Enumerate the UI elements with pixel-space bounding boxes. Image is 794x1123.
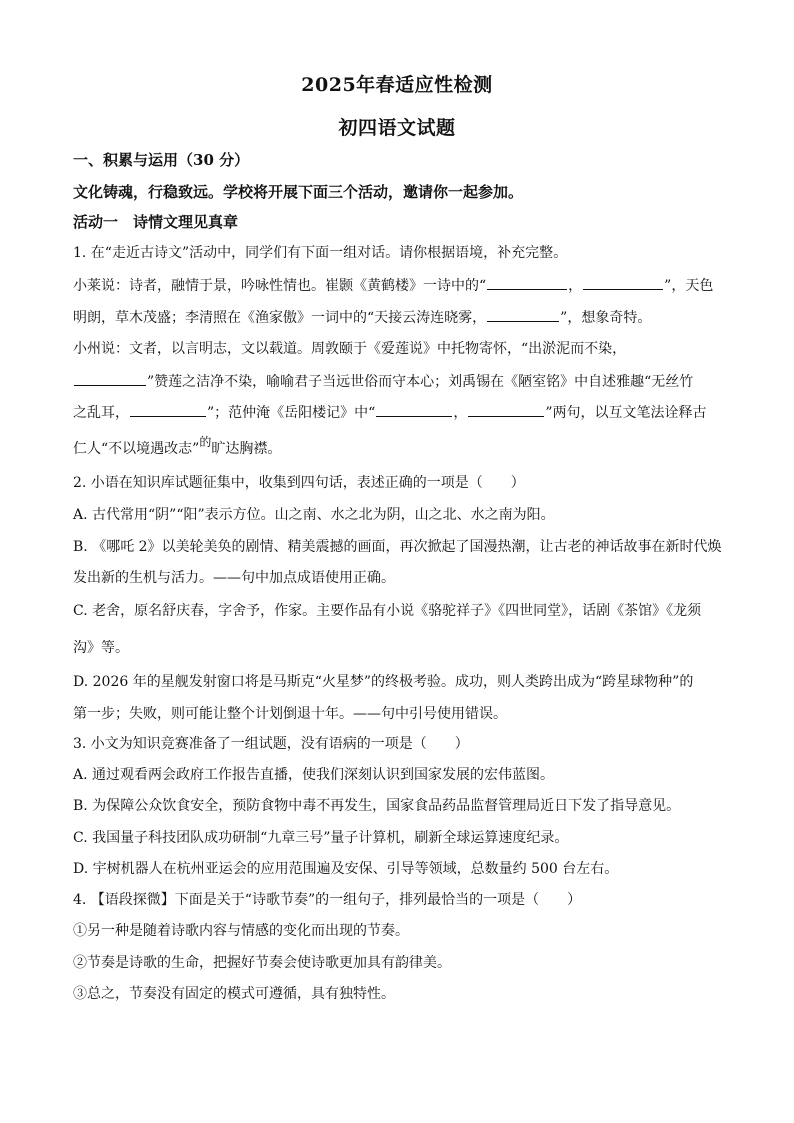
q2-option-b-cont: 发出新的生机与活力。——句中加点成语使用正确。: [73, 570, 395, 586]
q4-sentence-3: ③总之，节奏没有固定的模式可遵循，具有独特性。: [73, 986, 395, 1002]
answer-blank[interactable]: [487, 307, 559, 322]
section-heading: 一、积累与运用（30 分）: [73, 151, 250, 169]
q1-text: 仁人“不以境遇改志”: [73, 441, 200, 457]
q1-line-2: [73, 307, 723, 328]
q1-line-3: 小州说：文者，以言明志，文以载道。周敦颐于《爱莲说》中托物寄怀，“出淤泥而不染，: [73, 341, 627, 357]
q1-text: 小莱说：诗者，融情于景，吟咏性情也。崔颢《黄鹤楼》一诗中的“: [73, 278, 487, 294]
activity-heading: 活动一 诗情文理见真章: [73, 213, 239, 231]
answer-blank[interactable]: [74, 371, 146, 386]
q1-text: 旷达胸襟。: [211, 441, 282, 457]
q2-option-a: A. 古代常用“阴”“阳”表示方位。山之南、水之北为阴，山之北、水之南为阳。: [73, 507, 555, 523]
answer-blank[interactable]: [468, 402, 544, 417]
q1-text: ”；范仲淹《岳阳楼记》中“: [207, 405, 376, 421]
q2-option-d-cont: 第一步；失败，则可能让整个计划倒退十年。——句中引号使用错误。: [73, 706, 507, 722]
q3-option-c: C. 我国量子科技团队成功研制“九章三号”量子计算机，刷新全球运算速度纪录。: [73, 830, 569, 846]
q2-option-d: D. 2026 年的星舰发射窗口将是马斯克“火星梦”的终极考验。成功，则人类跨出成为“跨星球物种”的: [73, 674, 694, 690]
q1-line-6: [73, 435, 723, 459]
q1-line-4: [73, 371, 723, 392]
q1-text: ”，天色: [664, 278, 714, 294]
q1-line-1: [73, 275, 723, 296]
q2-stem: 2. 小语在知识库试题征集中，收集到四句话，表述正确的一项是（ ）: [73, 475, 525, 491]
q1-text: 之乱耳，: [73, 405, 129, 421]
answer-blank[interactable]: [376, 402, 452, 417]
q2-option-c: C. 老舍，原名舒庆春，字舍予，作家。主要作品有小说《骆驼祥子》《四世同堂》，话剧《茶馆》《龙须: [73, 603, 702, 619]
q3-stem: 3. 小文为知识竞赛准备了一组试题，没有语病的一项是（ ）: [73, 736, 469, 752]
q1-text: 明朗，草木茂盛；李清照在《渔家傲》一词中的“天接云涛连晓雾，: [73, 310, 487, 326]
q1-text: ”两句，以互文笔法诠释古: [545, 405, 707, 421]
q1-text: ”赞莲之洁净不染，喻喻君子当远世俗而守本心；刘禹锡在《陋室铭》中自述雅趣“无丝竹: [147, 374, 694, 390]
q3-option-a: A. 通过观看两会政府工作报告直播，使我们深刻认识到国家发展的宏伟蓝图。: [73, 767, 555, 783]
q4-sentence-1: ①另一种是随着诗歌内容与情感的变化而出现的节奏。: [73, 923, 409, 939]
answer-blank[interactable]: [130, 402, 206, 417]
q1-text: ”，想象奇特。: [560, 310, 652, 326]
q1-superscript: 的: [199, 435, 212, 449]
page-subtitle: 初四语文试题: [338, 117, 456, 139]
q4-sentence-2: ②节奏是诗歌的生命，把握好节奏会使诗歌更加具有韵律美。: [73, 955, 451, 971]
section-intro: 文化铸魂，行稳致远。学校将开展下面三个活动，邀请你一起参加。: [73, 183, 524, 201]
q1-stem: 1. 在“走近古诗文”活动中，同学们有下面一组对话。请你根据语境，补充完整。: [73, 245, 568, 261]
q2-option-b: B. 《哪吒 2》以美轮美奂的剧情、精美震撼的画面，再次掀起了国漫热潮，让古老的神话故事在新时代焕: [73, 539, 722, 555]
q1-text: ，: [568, 278, 583, 294]
answer-blank[interactable]: [583, 275, 663, 290]
q3-option-b: B. 为保障公众饮食安全，预防食物中毒不再发生，国家食品药品监督管理局近日下发了指导意见。: [73, 798, 681, 814]
answer-blank[interactable]: [487, 275, 567, 290]
page-title: 2025年春适应性检测: [301, 74, 493, 96]
q4-stem: 4. 【语段探微】下面是关于“诗歌节奏”的一组句子，排列最恰当的一项是（ ）: [73, 892, 582, 908]
q2-option-c-cont: 沟》等。: [73, 640, 129, 656]
q1-text: ，: [453, 405, 468, 421]
q3-option-d: D. 宇树机器人在杭州亚运会的应用范围遍及安保、引导等领域，总数量约 500 台左右。: [73, 861, 619, 877]
q1-line-5: [73, 402, 723, 423]
